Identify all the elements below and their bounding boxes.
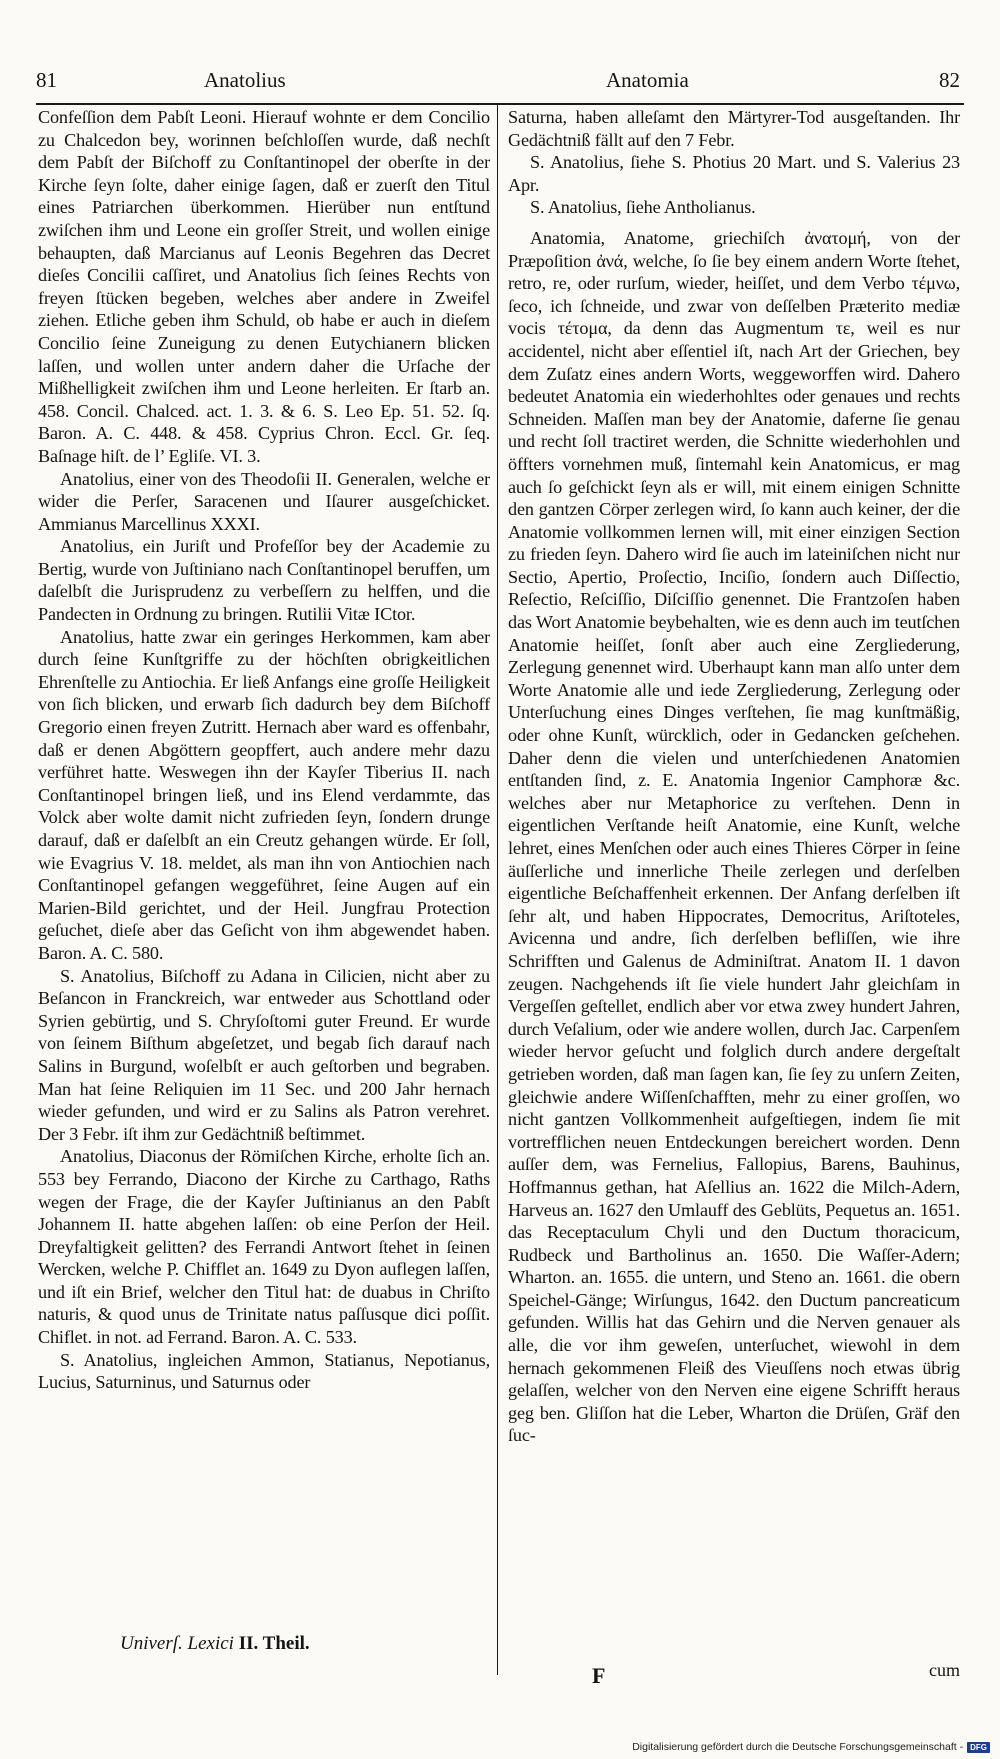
right-entry-1: Saturna, haben alleſamt den Märtyrer-Tod ausgeſtanden. Ihr Gedächtniß fällt auf den 7 Febr.: [508, 107, 960, 150]
left-entry-7: S. Anatolius, ingleichen Ammon, Statianus, Nepotianus, Lucius, Saturninus, und Saturnus oder: [38, 1349, 490, 1393]
right-entry-2: S. Anatolius, ſiehe S. Photius 20 Mart. und S. Valerius 23 Apr.: [508, 152, 960, 195]
column-divider: [497, 103, 498, 1675]
running-header: [36, 68, 960, 100]
left-entry-1: Confeſſion dem Pabſt Leoni. Hierauf wohnte er dem Concilio zu Chalcedon bey, worinnen beſchloſſen wurde, daß nechſt dem Pabſt der Biſchoff zu Conſtantinopel der oberſte in der Kirche ſeyn ſolte, daher einige ſagen, daß er zuerſt den Titul eines Patriarchen überkommen. Hierüber nun entſtund zwiſchen ihm und Leone ein groſſer Streit, und wollen einige behaupten, daß Marcianus auf Leonis Begehren das Decret dieſes Concilii caſſiret, und Anatolius ſich ſeines Rechts von freyen ſtücken begeben, welches aber andere in Zweifel ziehen. Etliche geben ihm Schuld, ob habe er auch in dieſem Concilio ſeine Zuneigung zu denen Eutychianern blicken laſſen, und wollen unter andern daher die Urſache der Mißhelligkeit zwiſchen ihm und Leone herleiten. Er ſtarb an. 458. Concil. Chalced. act. 1. 3. & 6. S. Leo Ep. 51. 52. ſq. Baron. A. C. 448. & 458. Cyprius Chron. Eccl. Gr. ſeq. Baſnage hiſt. de l’ Egliſe. VI. 3.: [38, 107, 490, 466]
right-running-title: Anatomia: [606, 68, 689, 92]
right-entry-3: S. Anatolius, ſiehe Antholianus.: [530, 197, 756, 218]
left-column: [38, 106, 490, 1394]
left-entry-4: Anatolius, hatte zwar ein geringes Herkommen, kam aber durch ſeine Kunſtgriffe zu der höchſten obrigkeitlichen Ehrenſtelle zu Antiochia. Er ließ Anfangs eine groſſe Heiligkeit von ſich blicken, und erwarb ſich dadurch bey dem Biſchoff Gregorio einen freyen Zutritt. Hernach aber ward es offenbahr, daß er denen Abgöttern geopffert, auch andere mehr dazu verführet hatte. Weswegen ihn der Kayſer Tiberius II. nach Conſtantinopel bringen ließ, und ins Elend verdammte, das Volck aber wolte damit nicht zufrieden ſeyn, ſondern drunge darauf, daß er daſelbſt an ein Creutz gehangen würde. Er ſoll, wie Evagrius V. 18. meldet, als man ihn von Antiochien nach Conſtantinopel gefangen weggeführet, ſeine Augen auf ein Marien-Bild gerichtet, und der Heil. Jungfrau Protection geſuchet, dieſe aber das Geſicht von ihm abgewendet haben. Baron. A. C. 580.: [38, 626, 490, 963]
left-page-number: 81: [36, 68, 57, 92]
right-column: [508, 106, 960, 1447]
left-entry-5: S. Anatolius, Biſchoff zu Adana in Cilicien, nicht aber zu Beſancon in Franckreich, war entweder aus Schottland oder Syrien gebürtig, und S. Chryſoſtomi guter Freund. Er wurde von ſeinem Biſthum abgeſetzet, und begab ſich darauf nach Salins in Burgund, woſelbſt er auch geſtorben und begraben. Man hat ſeine Reliquien im 11 Sec. und 200 Jahr hernach wieder gefunden, und wird er zu Salins als Patron verehret. Der 3 Febr. iſt ihm zur Gedächtniß beſtimmet.: [38, 965, 490, 1144]
left-entry-6: Anatolius, Diaconus der Römiſchen Kirche, erholte ſich an. 553 bey Ferrando, Diacono der Kirche zu Carthago, Raths wegen der Frage, die der Kayſer Juſtinianus an den Pabſt Johannem II. hatte abgehen laſſen: ob eine Perſon der Heil. Dreyfaltigkeit gelitten? des Ferrandi Antwort ſtehet in ſeinen Wercken, welche P. Chifflet an. 1649 zu Dyon auflegen laſſen, und iſt ein Brief, welcher den Titul hat: de duabus in Chriſto naturis, & quod unus de Trinitate natus paſſusque dici poſſit. Chiflet. in not. ad Ferrand. Baron. A. C. 533.: [38, 1146, 490, 1348]
dfg-logo-icon: DFG: [967, 1742, 990, 1753]
sheet-signature-mark: F: [592, 1663, 606, 1688]
signature-line: [120, 1633, 480, 1655]
left-entry-3: Anatolius, ein Juriſt und Profeſſor bey der Academie zu Bertig, wurde von Juſtiniano nach Conſtantinopel beruffen, um daſelbſt die Jurisprudenz zu verbeſſern zu helffen, und die Pandecten in Ordnung zu bringen. Rutilii Vitæ ICtor.: [38, 536, 490, 625]
right-entry-anatomia: Anatomia, Anatome, griechiſch ἀνατομή, von der Præpoſition ἀνά, welche, ſo ſie bey einem andern Worte ſtehet, retro, re, oder rurſum, wieder, heiſſet, und dem Verbo τέμνω, ſeco, ich ſchneide, und zwar von deſſelben Præterito mediæ vocis τέτομα, da denn das Augmentum τε, weil es nur accidentel, nicht aber eſſentiel iſt, nach Art der Griechen, bey dem Zuſatz eines andern Worts, weggeworffen wird. Dahero bedeutet Anatomia ein wiederhohltes oder genaues und rechts Schneiden. Maſſen man bey der Anatomie, daferne ſie genau und recht ſoll tractiret werden, die Schnitte wiederhohlen und öffters vornehmen muß, ſintemahl kein Anatomicus, er mag auch ſo geſchickt ſeyn als er will, mit einem einigen Schnitte den gantzen Cörper zerlegen wird, ſo kann auch keiner, der die Anatomie vollkommen lernen will, mit einer einzigen Section zu frieden ſeyn. Dahero wird ſie auch im lateiniſchen nicht nur Sectio, Apertio, Proſectio, Inciſio, ſondern auch Diſſectio, Reſectio, Reſciſſio, Diſciſſio genennet. Die Frantzoſen haben das Wort Anatomie beybehalten, wie es denn auch im teutſchen Anatomie heiſſet, ſonſt aber auch eine Zergliederung, Zerlegung genennet wird. Uberhaupt kann man alſo unter dem Worte Anatomie alle und iede Zergliederung, Zerlegung oder Unterſuchung eines Dinges verſtehen, ſie mag kunſtmäßig, oder ohne Kunſt, würcklich, oder in Gedancken geſchehen. Daher denn die vielen und unterſchiedenen Anatomien entſtanden ſind, z. E. Anatomia Ingenior Camphoræ &c. welches aber nur Metaphorice zu verſtehen. Denn in eigentlichen Verſtande heiſt Anatomie, eine Kunſt, welche lehret, eines Menſchen oder auch eines Thieres Cörper in ſeine äuſſerliche und innerliche Theile zerlegen und derſelben eigentliche Beſchaffenheit erkennen. Der Anfang derſelben iſt ſehr alt, und haben Hippocrates, Democritus, Ariſtoteles, Avicenna und andre, ſich derſelben befliſſen, wie ihre Schrifften und Galenus de Adminiſtrat. Anatom II. 1 davon zeugen. Nachgehends iſt ſie viele hundert Jahr gleichſam in Vergeſſen geſtellet, endlich aber vor etwa zwey hundert Jahren, durch Veſalium, oder wie andere wollen, durch Jac. Carpenſem wieder hervor geſucht und folglich durch andere dergeſtalt getrieben worden, daß man ſagen kan, ſie ſey zu unſern Zeiten, gleichwie andere Wiſſenſchafften, mehr zu einer groſſen, wo nicht gantzen Vollkommenheit aufgeſtiegen, indem ſie mit vortrefflichen neuen Entdeckungen bereichert worden. Denn auſſer dem, was Fernelius, Fallopius, Barens, Bauhinus, Hoffmannus gethan, hat Aſellius an. 1622 die Milch-Adern, Harveus an. 1627 den Umlauff des Geblüts, Pequetus an. 1651. das Receptaculum Chyli und den Ductum thoracicum, Rudbeck und Bartholinus an. 1650. Die Waſſer-Adern; Wharton. an. 1655. die untern, und Steno an. 1661. die obern Speichel-Gänge; Wirſungus, 1642. den Ductum pancreaticum gefunden. Willis hat das Gehirn und die Nerven genauer als alle, die vor ihm geweſen, unterſuchet, wiewohl in dem hernach gekommenen Fleiß des Vieuſſens noch etwas übrig gelaſſen, welcher von den Nerven eine eigene Schrifft heraus geg ben. Gliſſon hat die Leber, Wharton die Drüſen, Gräf den ſuc-: [508, 227, 960, 1446]
signature-volume: II. Theil.: [238, 1633, 310, 1654]
entry-gap: [508, 219, 960, 227]
left-entry-2: Anatolius, einer von des Theodoſii II. Generalen, welche er wider die Perſer, Saracenen und Iſaurer ausgeſchicket. Ammianus Marcellinus XXXI.: [38, 468, 490, 534]
signature-lexicon: Univerſ. Lexici: [120, 1633, 234, 1654]
left-running-title: Anatolius: [204, 68, 286, 92]
footer-text: Digitalisierung gefördert durch die Deutsche Forschungsgemeinschaft -: [632, 1741, 964, 1753]
right-page-number: 82: [939, 68, 960, 92]
digitization-footer: [632, 1741, 990, 1753]
header-rule: [36, 103, 964, 105]
catchword: cum: [929, 1660, 960, 1680]
